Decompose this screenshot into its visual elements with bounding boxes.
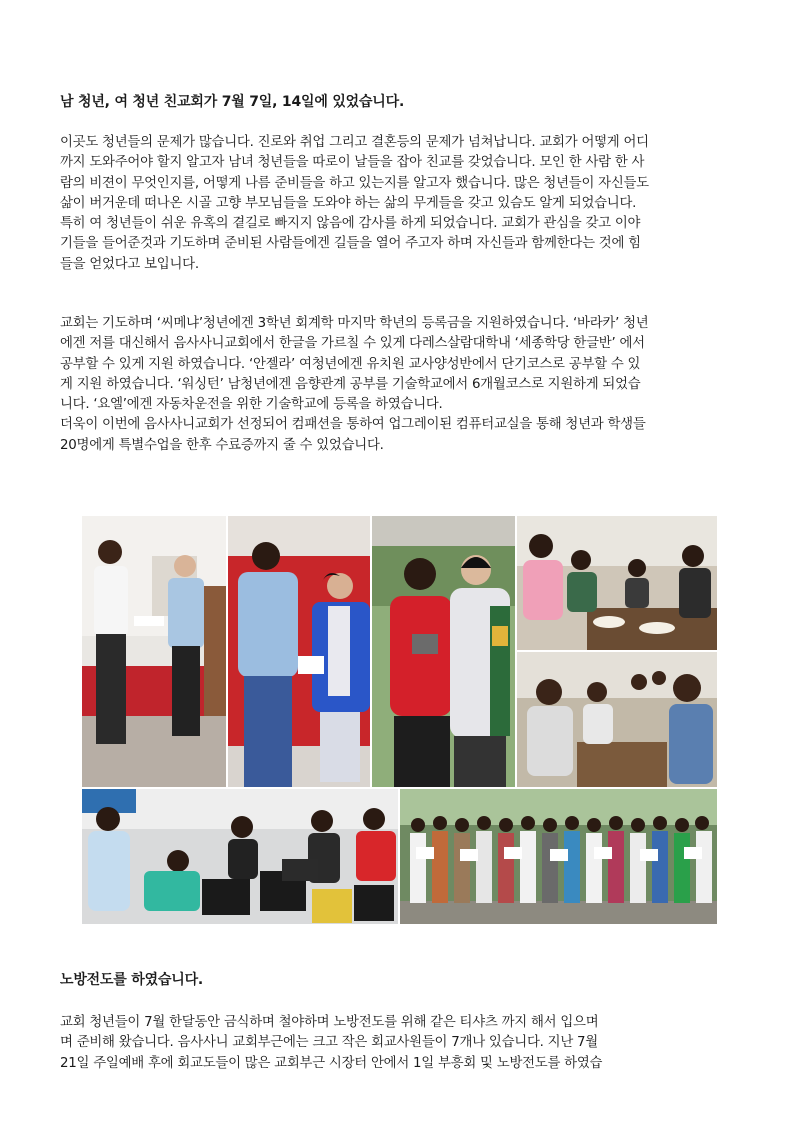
text-line: 교회는 기도하며 ‘씨메냐’청년에겐 3학년 회계학 마지막 학년의 등록금을 지원하였습니다. ‘바라카’ 청년 bbox=[60, 316, 649, 331]
paragraph-church-support bbox=[60, 314, 746, 456]
photo-certificate-handover bbox=[82, 516, 226, 787]
text-line: 20명에게 특별수업을 한후 수료증까지 줄 수 있었습니다. bbox=[60, 437, 384, 453]
paragraph-street-evangelism bbox=[60, 1013, 746, 1074]
photo-collage bbox=[82, 516, 717, 924]
text-line: 며 준비해 왔습니다. 음사사니 교회부근에는 크고 작은 회교사원들이 7개나 있습니다. 지난 7월 bbox=[60, 1035, 598, 1051]
text-line: 기들을 들어준것과 기도하며 준비된 사람들에겐 길들을 열어 주고자 하며 자신들과 함께한다는 것에 힘 bbox=[60, 236, 641, 252]
photo-group-certificates bbox=[400, 789, 717, 924]
photo-computer-class bbox=[82, 789, 398, 924]
text-line: 이곳도 청년들의 문제가 많습니다. 진로와 취업 그리고 결혼등의 문제가 넘쳐납니다. 교회가 어떻게 어디 bbox=[60, 135, 649, 150]
photo-dinner-fellowship bbox=[517, 516, 717, 650]
text-line: 까지 도와주어야 할지 알고자 남녀 청년들을 따로이 날들을 잡아 친교를 갖었습니다. 모인 한 사람 한 사 bbox=[60, 155, 645, 171]
text-line: 니다. ‘요엘’에겐 자동차운전을 위한 기술학교에 등록을 하였습니다. bbox=[60, 397, 443, 413]
photo-stage-handover bbox=[228, 516, 370, 787]
text-line: 더욱이 이번에 음사사니교회가 선정되어 컴패션을 통하여 업그레이된 컴퓨터교실을 통해 청년과 학생들 bbox=[60, 417, 646, 433]
section-heading-street-evangelism: 노방전도를 하였습니다. bbox=[60, 972, 204, 988]
section-heading-youth-fellowship: 남 청년, 여 청년 친교회가 7월 7일, 14일에 있었습니다. bbox=[60, 94, 405, 110]
text-line: 교회 청년들이 7월 한달동안 금식하며 철야하며 노방전도를 위해 같은 티샤츠 까지 해서 입으며 bbox=[60, 1015, 599, 1030]
text-line: 들을 얻었다고 보입니다. bbox=[60, 256, 199, 272]
paragraph-youth-fellowship bbox=[60, 133, 746, 275]
text-line: 에겐 저를 대신해서 음사사니교회에서 한글을 가르칠 수 있게 다레스살람대학내 ‘세종학당 한글반’ 에서 bbox=[60, 336, 645, 352]
photo-mens-meeting bbox=[517, 652, 717, 787]
text-line: 특히 여 청년들이 쉬운 유혹의 곁길로 빠지지 않음에 감사를 하게 되었습니다. 교회가 관심을 갖고 이야 bbox=[60, 216, 641, 232]
text-line: 21일 주일예배 후에 회교도들이 많은 교회부근 시장터 안에서 1일 부흥회 및 노방전도를 하였습 bbox=[60, 1055, 603, 1071]
text-line: 람의 비젼이 무엇인지를, 어떻게 나름 준비들을 하고 있는지를 알고자 했습니다. 많은 청년들이 자신들도 bbox=[60, 175, 649, 191]
text-line: 공부할 수 있게 지원 하였습니다. ‘안젤라’ 여청년에겐 유치원 교사양성반에서 단기코스로 공부할 수 있 bbox=[60, 356, 641, 372]
text-line: 삶이 버거운데 떠나온 시골 고향 부모님들을 도와야 하는 삶의 무게들을 갖고 있슴도 알게 되었습니다. bbox=[60, 195, 637, 211]
text-line: 게 지원 하였습니다. ‘워싱턴’ 남청년에겐 음향관계 공부를 기술학교에서 6개월코스로 지원하게 되었습 bbox=[60, 376, 641, 392]
photo-women-outdoors bbox=[372, 516, 515, 787]
